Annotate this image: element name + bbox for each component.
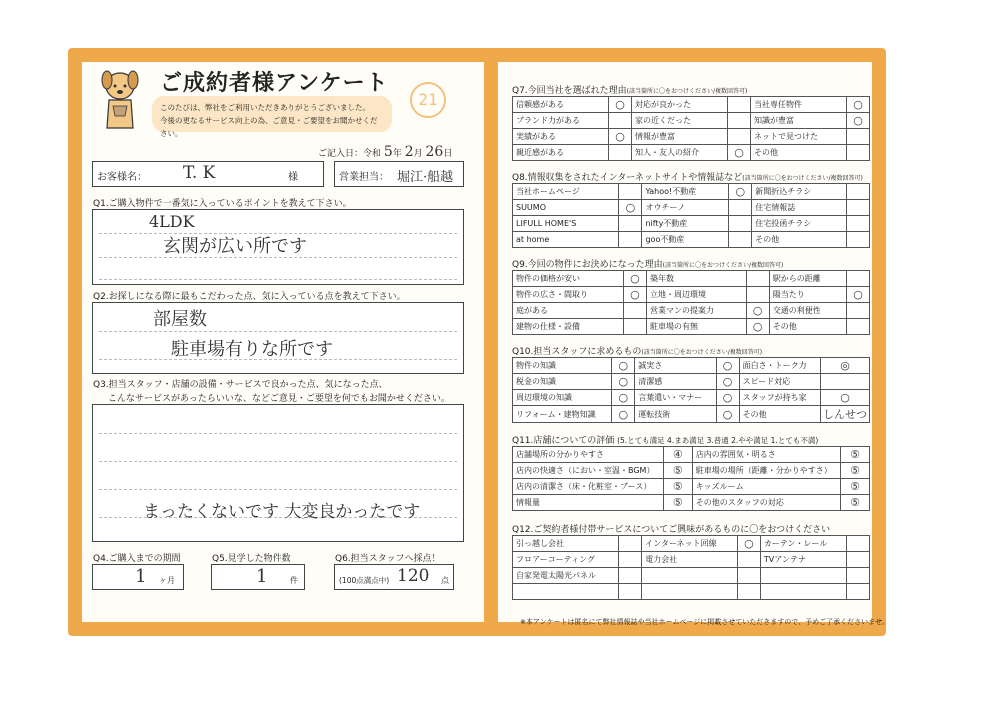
answer-mark-cell[interactable]: [728, 97, 751, 113]
answer-mark-cell[interactable]: [728, 113, 751, 129]
answer-mark-cell[interactable]: ○: [737, 536, 760, 552]
table-row: [513, 406, 870, 423]
answer-mark-cell[interactable]: [847, 200, 870, 216]
table-row: [513, 584, 870, 600]
option-label-cell: 築年数: [646, 271, 746, 287]
q8-note: (該当箇所に〇をおつけください/複数回答可): [742, 175, 863, 182]
option-label-cell: 住宅情報誌: [752, 200, 847, 216]
staff-name: 堀江·船越: [397, 170, 454, 185]
answer-mark-cell[interactable]: ⑤: [663, 495, 692, 511]
option-label-cell: 言葉遣い・マナー: [635, 390, 716, 406]
option-label-cell: 周辺環境の知識: [513, 390, 612, 406]
option-label-cell: フロアーコーティング: [513, 552, 619, 568]
table-row: [513, 232, 870, 248]
answer-mark-cell[interactable]: [847, 584, 870, 600]
customer-name-box: [92, 161, 324, 187]
answer-mark-cell[interactable]: [847, 216, 870, 232]
option-label-cell: スタッフが持ち家: [739, 390, 820, 406]
date-year: 5: [383, 144, 393, 160]
answer-mark-cell[interactable]: ○: [821, 390, 870, 406]
option-label-cell: 店内の清潔さ（床・化粧室・ブース）: [513, 479, 664, 495]
answer-mark-cell[interactable]: [619, 184, 642, 200]
option-label-cell: [513, 584, 619, 600]
q3-answer-box: [92, 404, 464, 542]
option-label-cell: 庭がある: [513, 303, 624, 319]
answer-mark-cell[interactable]: [737, 584, 760, 600]
option-label-cell: 知識が豊富: [751, 113, 847, 129]
q1-answer-line: 4LDK: [149, 212, 195, 231]
q9-table: [512, 270, 870, 335]
answer-mark-cell[interactable]: [746, 271, 769, 287]
staff-label: 営業担当：: [339, 172, 389, 183]
option-label-cell: at home: [513, 232, 619, 248]
answer-mark-cell[interactable]: [619, 584, 642, 600]
option-label-cell: 建物の仕様・設備: [513, 319, 624, 335]
date-month: 2: [404, 144, 414, 160]
answer-mark-cell[interactable]: [847, 319, 870, 335]
answer-mark-cell[interactable]: ⑤: [663, 479, 692, 495]
q6-unit: 点: [441, 576, 449, 585]
option-label-cell: 新聞折込チラシ: [752, 184, 847, 200]
answer-mark-cell[interactable]: [847, 303, 870, 319]
table-row: [513, 568, 870, 584]
answer-mark-cell[interactable]: [847, 552, 870, 568]
answer-mark-cell[interactable]: [737, 568, 760, 584]
option-label-cell: LIFULL HOME'S: [513, 216, 619, 232]
table-row: [513, 447, 870, 463]
answer-mark-cell[interactable]: [847, 271, 870, 287]
answer-mark-cell[interactable]: ○: [746, 303, 769, 319]
staff-box: [334, 161, 464, 187]
ruled-line: [99, 331, 457, 332]
option-label-cell: ネットで見つけた: [751, 129, 847, 145]
q4-unit: ヶ月: [159, 576, 175, 585]
option-label-cell: 店内の雰囲気・明るさ: [692, 447, 840, 463]
answer-mark-cell[interactable]: [729, 216, 752, 232]
answer-mark-cell[interactable]: [847, 536, 870, 552]
date-month-unit: 月: [413, 149, 423, 159]
table-row: [513, 479, 870, 495]
q6-value: 120: [397, 566, 430, 586]
answer-mark-cell[interactable]: ⑤: [663, 463, 692, 479]
q4-label: Q4.ご購入までの期間: [93, 554, 181, 564]
option-label-cell: 情報量: [513, 495, 664, 511]
option-label-cell: 店舗場所の分かりやすさ: [513, 447, 664, 463]
option-label-cell: [760, 584, 846, 600]
answer-mark-cell[interactable]: ○: [847, 113, 870, 129]
entry-date: [318, 144, 452, 160]
q11-table: [512, 446, 870, 511]
table-row: [513, 552, 870, 568]
option-label-cell: 駐車場の場所（距離・分かりやすさ）: [692, 463, 840, 479]
table-row: [513, 184, 870, 200]
q5-unit: 件: [290, 576, 298, 585]
answer-mark-cell[interactable]: ○: [623, 287, 646, 303]
page-divider: [484, 48, 498, 636]
q10-table: [512, 357, 870, 423]
option-label-cell: 物件の広さ・間取り: [513, 287, 624, 303]
q2-label: Q2.お探しになる際に最もこだわった点、気に入っている点を教えて下さい。: [93, 292, 406, 302]
answer-mark-cell[interactable]: ◎: [821, 358, 870, 374]
option-label-cell: 対応が良かった: [632, 97, 728, 113]
answer-mark-cell[interactable]: ○: [746, 319, 769, 335]
answer-mark-cell[interactable]: ○: [728, 145, 751, 161]
option-label-cell: [642, 584, 738, 600]
intro-line: このたびは、弊社をご利用いただきありがとうございました。: [160, 103, 370, 112]
table-row: [513, 390, 870, 406]
table-row: [513, 287, 870, 303]
q10-label: [512, 344, 762, 357]
q1-answer-box: [92, 209, 464, 285]
option-label-cell: その他: [769, 319, 846, 335]
option-label-cell: 家の近くだった: [632, 113, 728, 129]
intro-line: 今後の更なるサービス向上の為、ご意見・ご要望をお聞かせください。: [160, 116, 378, 138]
q5-value: 1: [256, 566, 268, 587]
answer-mark-cell[interactable]: [609, 113, 632, 129]
answer-mark-cell[interactable]: ○: [612, 358, 635, 374]
option-label-cell: 引っ越し会社: [513, 536, 619, 552]
option-label-cell: ブランド力がある: [513, 113, 609, 129]
q8-label: [512, 170, 863, 183]
answer-mark-cell[interactable]: ⑤: [841, 495, 870, 511]
table-row: [513, 200, 870, 216]
option-label-cell: [760, 568, 846, 584]
q9-note: (該当箇所に〇をおつけください/複数回答可): [662, 262, 784, 269]
q11-scale: (5.とても満足 4.まあ満足 3.普通 2.やや満足 1.とても不満): [617, 436, 819, 445]
option-label-cell: 交通の利便性: [769, 303, 846, 319]
answer-mark-cell[interactable]: しんせつ: [821, 406, 870, 423]
footnote: ※本アンケートは匿名にて弊社情報誌や当社ホームページに掲載させていただきますので、予めご了承くださいませ。: [520, 618, 889, 626]
answer-mark-cell[interactable]: ○: [716, 358, 739, 374]
table-row: [513, 319, 870, 335]
option-label-cell: 駅からの距離: [769, 271, 846, 287]
answer-mark-cell[interactable]: [746, 287, 769, 303]
option-label-cell: 物件の知識: [513, 358, 612, 374]
table-row: [513, 536, 870, 552]
ruled-line: [99, 461, 457, 462]
answer-mark-cell[interactable]: [729, 232, 752, 248]
option-label-cell: カーテン・レール: [760, 536, 846, 552]
q6-label: Q6.担当スタッフへ採点！: [335, 554, 441, 564]
answer-mark-cell[interactable]: ⑤: [841, 479, 870, 495]
q6-answer-box: [334, 564, 454, 590]
option-label-cell: 税金の知識: [513, 374, 612, 390]
option-label-cell: 運転技術: [635, 406, 716, 423]
option-label-cell: [642, 568, 738, 584]
answer-mark-cell[interactable]: ④: [663, 447, 692, 463]
q9-title: Q9.今回の物件にお決めになった理由: [512, 260, 663, 270]
answer-mark-cell[interactable]: ○: [609, 129, 632, 145]
q2-answer-line: 駐車場有りな所です: [171, 339, 333, 360]
option-label-cell: インターネット回線: [642, 536, 738, 552]
option-label-cell: 自家発電太陽光パネル: [513, 568, 619, 584]
option-label-cell: 面白さ・トーク力: [739, 358, 820, 374]
q1-answer-line: 玄関が広い所です: [163, 236, 307, 257]
option-label-cell: goo不動産: [642, 232, 729, 248]
answer-mark-cell[interactable]: ○: [847, 287, 870, 303]
q11-title: Q11.店舗についての評価: [512, 436, 615, 446]
option-label-cell: 当社ホームページ: [513, 184, 619, 200]
answer-mark-cell[interactable]: [619, 216, 642, 232]
answer-mark-cell[interactable]: [847, 232, 870, 248]
option-label-cell: Yahoo!不動産: [642, 184, 729, 200]
customer-suffix: 様: [288, 172, 298, 183]
ruled-line: [99, 233, 457, 234]
answer-mark-cell[interactable]: ○: [847, 97, 870, 113]
answer-mark-cell[interactable]: [821, 374, 870, 390]
option-label-cell: その他: [739, 406, 820, 423]
q6-sub: (100点満点中): [339, 576, 390, 585]
option-label-cell: スピード対応: [739, 374, 820, 390]
answer-mark-cell[interactable]: [619, 536, 642, 552]
q11-label: [512, 433, 818, 446]
option-label-cell: キッズルーム: [692, 479, 840, 495]
answer-mark-cell[interactable]: ○: [612, 374, 635, 390]
answer-mark-cell[interactable]: [623, 303, 646, 319]
q1-label: Q1.ご購入物件で一番気に入っているポイントを教えて下さい。: [93, 199, 352, 209]
table-row: [513, 97, 870, 113]
answer-mark-cell[interactable]: ○: [619, 200, 642, 216]
answer-mark-cell[interactable]: [623, 319, 646, 335]
option-label-cell: 店内の快適さ（におい・室温・BGM）: [513, 463, 664, 479]
answer-mark-cell[interactable]: [619, 552, 642, 568]
ruled-line: [99, 279, 457, 280]
answer-mark-cell[interactable]: ○: [716, 374, 739, 390]
q3-label: Q3.担当スタッフ・店舗の設備・サービスで良かった点、気になった点、: [93, 380, 388, 390]
table-row: [513, 113, 870, 129]
option-label-cell: その他: [751, 145, 847, 161]
answer-mark-cell[interactable]: ○: [729, 184, 752, 200]
option-label-cell: リフォーム・建物知識: [513, 406, 612, 423]
option-label-cell: 清潔感: [635, 374, 716, 390]
answer-mark-cell[interactable]: [737, 552, 760, 568]
table-row: [513, 303, 870, 319]
q12-label: Q12.ご契約者様付帯サービスについてご興味があるものに〇をおつけください: [512, 525, 831, 535]
intro-notice: [152, 96, 392, 138]
answer-mark-cell[interactable]: [847, 184, 870, 200]
option-label-cell: 物件の価格が安い: [513, 271, 624, 287]
table-row: [513, 145, 870, 161]
table-row: [513, 129, 870, 145]
q2-answer-box: [92, 302, 464, 374]
answer-mark-cell[interactable]: ○: [623, 271, 646, 287]
option-label-cell: 立地・周辺環境: [646, 287, 746, 303]
answer-mark-cell[interactable]: [847, 568, 870, 584]
survey-title: ご成約者様アンケート: [160, 71, 389, 96]
date-label: ご記入日：令和: [318, 149, 382, 159]
answer-mark-cell[interactable]: [847, 129, 870, 145]
q5-label: Q5.見学した物件数: [212, 554, 291, 564]
date-day-unit: 日: [443, 149, 453, 159]
ruled-line: [99, 489, 457, 490]
answer-mark-cell[interactable]: [847, 145, 870, 161]
option-label-cell: nifty不動産: [642, 216, 729, 232]
ruled-line: [99, 433, 457, 434]
q7-label: [512, 83, 747, 96]
q10-title: Q10.担当スタッフに求めるもの: [512, 347, 642, 357]
option-label-cell: 知人・友人の紹介: [632, 145, 728, 161]
q3-answer: まったくないです 大変良かったです: [143, 502, 421, 522]
answer-mark-cell[interactable]: ⑤: [841, 447, 870, 463]
q10-note: (該当箇所に〇をおつけください/複数回答可): [641, 349, 763, 356]
option-label-cell: 当社専任物件: [751, 97, 847, 113]
table-row: [513, 358, 870, 374]
q2-answer-line: 部屋数: [153, 309, 207, 330]
q4-answer-box: [92, 564, 184, 590]
option-label-cell: 営業マンの提案力: [646, 303, 746, 319]
q4-value: 1: [135, 566, 147, 587]
answer-mark-cell[interactable]: [728, 129, 751, 145]
q7-note: (該当箇所に〇をおつけください/複数回答可): [626, 88, 748, 95]
answer-mark-cell[interactable]: [729, 200, 752, 216]
q5-answer-box: [211, 564, 305, 590]
option-label-cell: 実績がある: [513, 129, 609, 145]
ruled-line: [99, 359, 457, 360]
q12-table: [512, 535, 870, 600]
customer-label: お客様名：: [97, 172, 147, 183]
option-label-cell: 住宅投函チラシ: [752, 216, 847, 232]
table-row: [513, 495, 870, 511]
answer-mark-cell[interactable]: [619, 568, 642, 584]
option-label-cell: その他: [752, 232, 847, 248]
table-row: [513, 463, 870, 479]
q8-title: Q8.情報収集をされたインターネットサイトや情報誌など: [512, 173, 743, 183]
customer-name: T. K: [183, 163, 216, 183]
answer-mark-cell[interactable]: [609, 145, 632, 161]
table-row: [513, 216, 870, 232]
option-label-cell: 電力会社: [642, 552, 738, 568]
q7-table: [512, 96, 870, 161]
option-label-cell: 親近感がある: [513, 145, 609, 161]
option-label-cell: SUUMO: [513, 200, 619, 216]
option-label-cell: オウチーノ: [642, 200, 729, 216]
option-label-cell: 陽当たり: [769, 287, 846, 303]
option-label-cell: 誠実さ: [635, 358, 716, 374]
option-label-cell: TVアンテナ: [760, 552, 846, 568]
date-day: 26: [425, 144, 444, 160]
answer-mark-cell[interactable]: ○: [609, 97, 632, 113]
dog-mascot-icon: [95, 66, 145, 136]
option-label-cell: 信頼感がある: [513, 97, 609, 113]
option-label-cell: 情報が豊富: [632, 129, 728, 145]
q9-label: [512, 257, 783, 270]
survey-number-stamp: 21: [410, 82, 446, 118]
date-year-unit: 年: [392, 149, 402, 159]
q3-label-cont: こんなサービスがあったらいいな、などご意見・ご要望を何でもお聞かせください。: [108, 394, 450, 404]
answer-mark-cell[interactable]: ⑤: [841, 463, 870, 479]
table-row: [513, 374, 870, 390]
answer-mark-cell[interactable]: ○: [716, 390, 739, 406]
answer-mark-cell[interactable]: ○: [612, 390, 635, 406]
ruled-line: [99, 257, 457, 258]
table-row: [513, 271, 870, 287]
answer-mark-cell[interactable]: ○: [612, 406, 635, 423]
q8-table: [512, 183, 870, 248]
answer-mark-cell[interactable]: ○: [716, 406, 739, 423]
option-label-cell: 駐車場の有無: [646, 319, 746, 335]
answer-mark-cell[interactable]: [619, 232, 642, 248]
q7-title: Q7.今回当社を選ばれた理由: [512, 86, 627, 96]
option-label-cell: その他のスタッフの対応: [692, 495, 840, 511]
